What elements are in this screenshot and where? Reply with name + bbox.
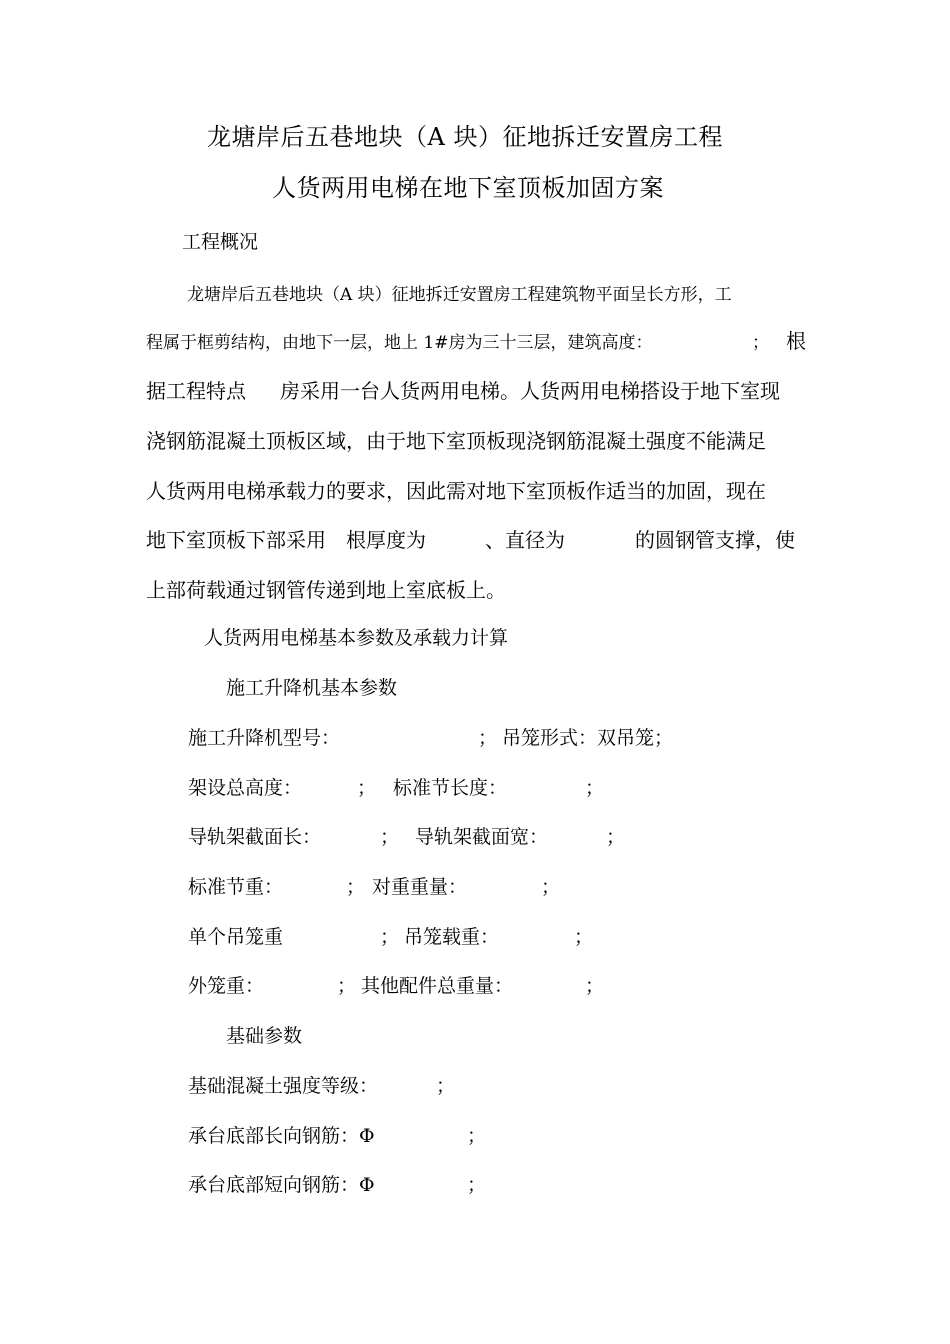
- param-separator: ；: [357, 777, 377, 799]
- param-separator: ；: [346, 876, 366, 898]
- paragraph-line: 程属于框剪结构，由地下一层，地上 1#房为三十三层，建筑高度：: [146, 333, 653, 353]
- paragraph-fragment: 房采用一台人货两用电梯。人货两用电梯搭设于地下室现: [280, 379, 780, 403]
- param-separator: ；: [574, 926, 594, 948]
- param-separator: ；: [337, 975, 357, 997]
- param-separator: ；: [585, 975, 605, 997]
- paragraph-fragment: 、直径为: [485, 528, 565, 552]
- paragraph-fragment: 根厚度为: [346, 528, 426, 552]
- paragraph-fragment: ；: [752, 333, 769, 353]
- param-label: 其他配件总重量：: [361, 975, 514, 997]
- paragraph-line: 浇钢筋混凝土顶板区域，由于地下室顶板现浇钢筋混凝土强度不能满足: [146, 429, 766, 453]
- param-label: 导轨架截面宽：: [415, 826, 549, 848]
- param-label: 标准节重：: [188, 876, 284, 898]
- base-param-separator: ；: [436, 1075, 456, 1097]
- param-separator: ；: [541, 876, 561, 898]
- param-label: 吊笼载重：: [404, 926, 500, 948]
- paragraph-line: 龙塘岸后五巷地块（A 块）征地拆迁安置房工程建筑物平面呈长方形，工: [187, 285, 732, 305]
- param-separator: ；: [380, 826, 400, 848]
- paragraph-line: 上部荷载通过钢管传递到地上室底板上。: [146, 578, 506, 602]
- paragraph-fragment: 的圆钢管支撑，使: [635, 528, 795, 552]
- param-label: 吊笼形式：双吊笼；: [502, 727, 674, 749]
- param-separator: ；: [585, 777, 605, 799]
- param-label: 施工升降机型号：: [188, 727, 341, 749]
- section-heading-parameters: 人货两用电梯基本参数及承载力计算: [204, 627, 509, 649]
- param-label: 标准节长度：: [393, 777, 508, 799]
- base-param-separator: ；: [467, 1174, 487, 1196]
- paragraph-fragment: 根: [786, 329, 806, 353]
- subsection-heading-foundation: 基础参数: [226, 1025, 303, 1047]
- param-separator: ；: [606, 826, 626, 848]
- param-label: 架设总高度：: [188, 777, 303, 799]
- param-separator: ；: [478, 727, 498, 749]
- paragraph-line: 地下室顶板下部采用: [146, 528, 326, 552]
- base-param-label: 承台底部长向钢筋：Φ: [188, 1125, 375, 1147]
- param-label: 导轨架截面长：: [188, 826, 322, 848]
- base-param-separator: ；: [467, 1125, 487, 1147]
- param-label: 对重重量：: [372, 876, 468, 898]
- paragraph-line: 人货两用电梯承载力的要求，因此需对地下室顶板作适当的加固，现在: [146, 479, 766, 503]
- param-label: 单个吊笼重: [188, 926, 284, 948]
- document-title-line1: 龙塘岸后五巷地块（A 块）征地拆迁安置房工程: [207, 123, 723, 151]
- base-param-label: 承台底部短向钢筋：Φ: [188, 1174, 375, 1196]
- document-title-line2: 人货两用电梯在地下室顶板加固方案: [272, 174, 664, 202]
- section-heading-overview: 工程概况: [182, 231, 259, 253]
- param-label: 外笼重：: [188, 975, 265, 997]
- param-separator: ；: [380, 926, 400, 948]
- paragraph-line: 据工程特点: [146, 379, 246, 403]
- subsection-heading-elevator: 施工升降机基本参数: [226, 677, 398, 699]
- base-param-label: 基础混凝土强度等级：: [188, 1075, 379, 1097]
